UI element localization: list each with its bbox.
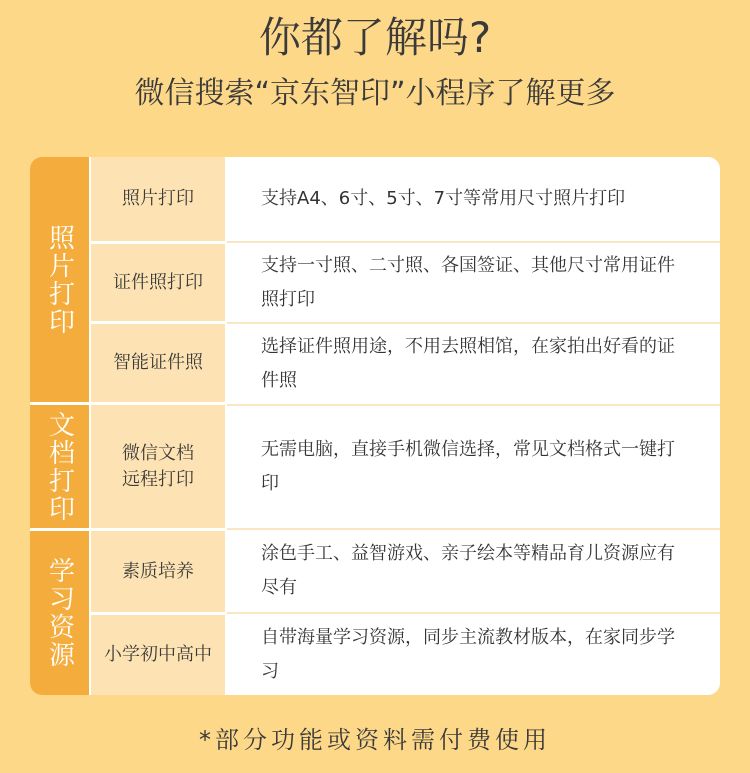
row-desc-text: 涂色手工、益智游戏、亲子绘本等精品育儿资源应有尽有 — [261, 543, 675, 598]
category-photo-print — [30, 157, 89, 402]
page-subtitle: 微信搜索“京东智印”小程序了解更多 — [134, 76, 616, 111]
row-desc-photo — [227, 157, 720, 241]
row-desc-text: 选择证件照用途，不用去照相馆，在家拍出好看的证件照 — [261, 336, 675, 391]
row-name-remote-document — [91, 405, 225, 528]
row-desc-text: 支持A4、6寸、5寸、7寸等常用尺寸照片打印 — [261, 188, 626, 209]
footer-note: *部分功能或资料需付费使用 — [199, 726, 551, 754]
category-label: 学习资源 — [44, 557, 75, 669]
row-desc-smart-id-photo — [227, 324, 720, 404]
row-name-text: 小学初中高中 — [104, 644, 212, 665]
row-desc-id-photo — [227, 243, 720, 322]
category-document-print — [30, 405, 89, 528]
row-desc-quality-training — [227, 530, 720, 612]
row-name-school-levels — [91, 615, 225, 695]
row-desc-text: 自带海量学习资源，同步主流教材版本，在家同步学习 — [261, 626, 675, 682]
row-name-photo — [91, 157, 225, 241]
row-desc-remote-document — [227, 406, 720, 528]
category-label: 文档打印 — [44, 410, 75, 523]
row-name-text: 素质培养 — [122, 560, 194, 582]
row-name-text: 微信文档远程打印 — [122, 442, 194, 490]
row-desc-text: 支持一寸照、二寸照、各国签证、其他尺寸常用证件照打印 — [261, 254, 675, 310]
page-title: 你都了解吗? — [258, 13, 492, 62]
row-name-id-photo — [91, 244, 225, 321]
row-name-text: 照片打印 — [122, 188, 194, 209]
feature-table — [30, 157, 720, 695]
row-name-text: 证件照打印 — [113, 271, 203, 293]
category-learning-resources — [30, 531, 89, 695]
row-desc-text: 无需电脑，直接手机微信选择，常见文档格式一键打印 — [261, 439, 675, 494]
row-name-quality-training — [91, 531, 225, 612]
category-label: 照片打印 — [44, 223, 75, 336]
row-desc-school-levels — [227, 614, 720, 695]
row-name-text: 智能证件照 — [113, 352, 203, 373]
row-name-smart-id-photo — [91, 324, 225, 402]
